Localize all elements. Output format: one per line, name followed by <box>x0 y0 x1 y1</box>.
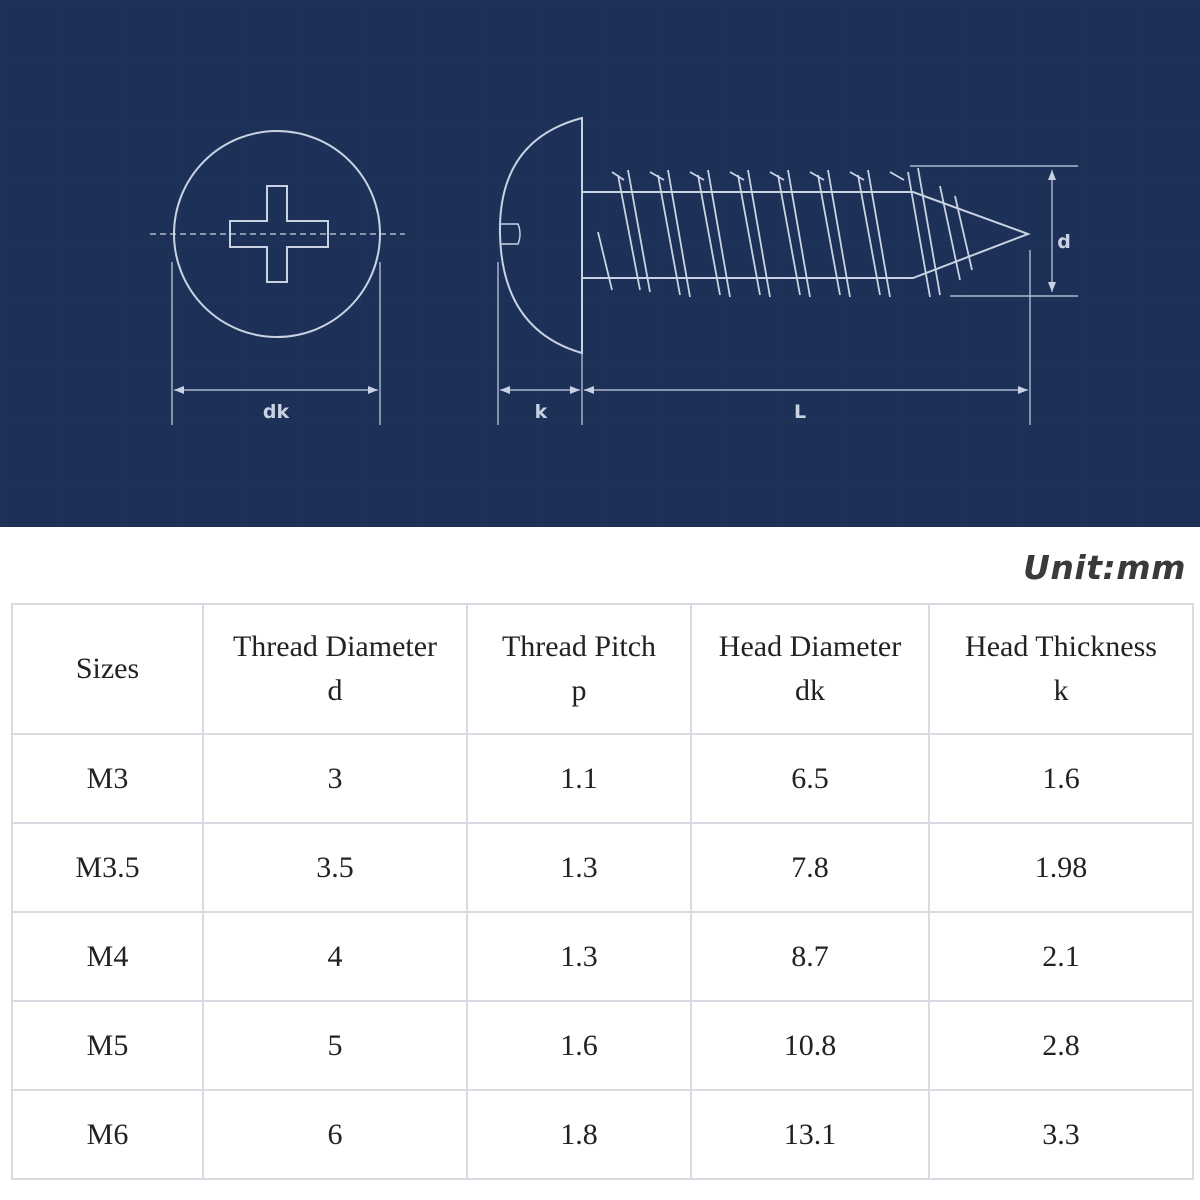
header-sizes <box>12 604 203 734</box>
table-row <box>12 912 1193 1001</box>
header-symbol: k <box>1053 674 1069 707</box>
cell-head-diameter: 8.7 <box>691 912 929 1001</box>
screw-spec-table <box>11 603 1194 1180</box>
cell-size: M3.5 <box>12 823 203 912</box>
cell-thread-pitch: 1.8 <box>467 1090 691 1179</box>
k-label: k <box>534 401 548 423</box>
header-name: Head Diameter <box>718 630 902 663</box>
cell-thread-pitch: 1.1 <box>467 734 691 823</box>
cell-head-diameter: 6.5 <box>691 734 929 823</box>
cell-head-thickness: 1.6 <box>929 734 1193 823</box>
table-header-row <box>12 604 1193 734</box>
screw-drawing <box>0 0 1200 527</box>
cell-thread-pitch: 1.3 <box>467 912 691 1001</box>
cell-thread-pitch: 1.3 <box>467 823 691 912</box>
header-name: Thread Pitch <box>501 630 657 663</box>
cell-thread-diameter: 6 <box>203 1090 467 1179</box>
header-name: Head Thickness <box>965 630 1157 663</box>
cell-thread-pitch: 1.6 <box>467 1001 691 1090</box>
header-symbol: dk <box>795 674 825 707</box>
cell-size: M6 <box>12 1090 203 1179</box>
screw-diagram <box>0 0 1200 527</box>
header-symbol: d <box>327 674 343 707</box>
header-name: Sizes <box>75 652 140 685</box>
cell-thread-diameter: 3 <box>203 734 467 823</box>
L-label: L <box>793 401 807 423</box>
cell-head-diameter: 13.1 <box>691 1090 929 1179</box>
cell-head-thickness: 2.1 <box>929 912 1193 1001</box>
grid-background <box>0 0 1200 527</box>
dk-label: dk <box>262 401 290 423</box>
cell-size: M3 <box>12 734 203 823</box>
header-thread-diameter <box>203 604 467 734</box>
cell-size: M5 <box>12 1001 203 1090</box>
cell-thread-diameter: 5 <box>203 1001 467 1090</box>
cell-thread-diameter: 3.5 <box>203 823 467 912</box>
unit-label: Unit:mm <box>1023 548 1186 587</box>
cell-head-thickness: 2.8 <box>929 1001 1193 1090</box>
header-thread-pitch <box>467 604 691 734</box>
cell-head-diameter: 7.8 <box>691 823 929 912</box>
d-label: d <box>1057 231 1071 253</box>
table-row <box>12 734 1193 823</box>
cell-head-diameter: 10.8 <box>691 1001 929 1090</box>
cell-thread-diameter: 4 <box>203 912 467 1001</box>
cell-head-thickness: 1.98 <box>929 823 1193 912</box>
cell-size: M4 <box>12 912 203 1001</box>
header-name: Thread Diameter <box>232 630 438 663</box>
table-row <box>12 1090 1193 1179</box>
header-head-thickness <box>929 604 1193 734</box>
table-row <box>12 823 1193 912</box>
table-row <box>12 1001 1193 1090</box>
header-symbol: p <box>571 674 587 707</box>
cell-head-thickness: 3.3 <box>929 1090 1193 1179</box>
header-head-diameter <box>691 604 929 734</box>
